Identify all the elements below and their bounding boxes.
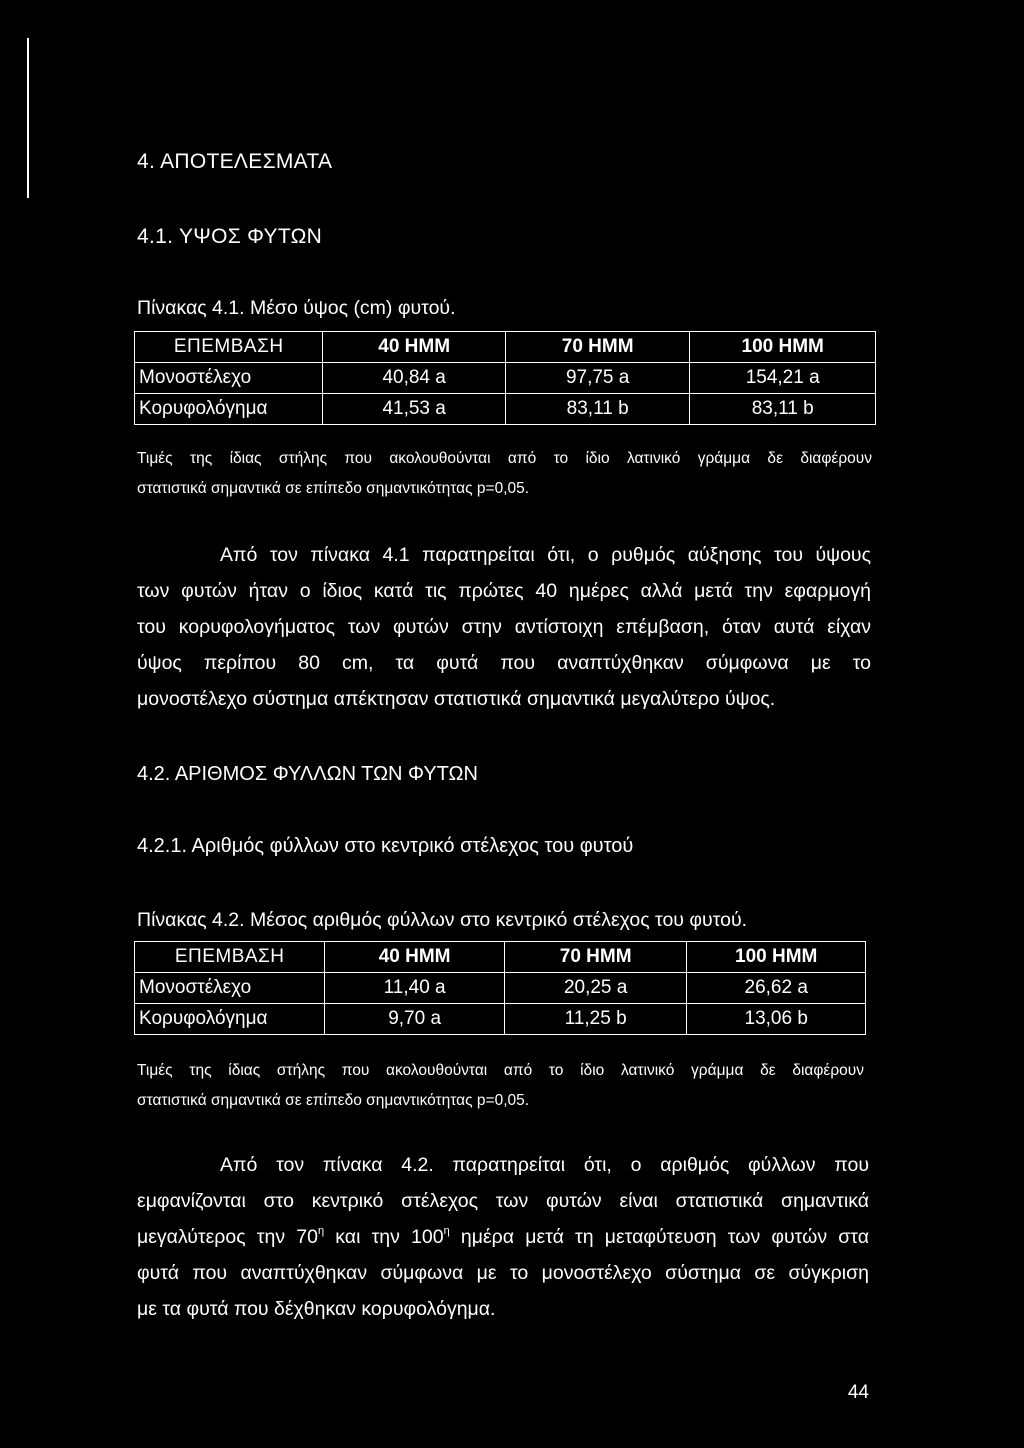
footnote-line: Τιμές της ίδιας στήλης που ακολουθούνται από το ίδιο λατινικό γράμμα δε διαφέρουν xyxy=(137,1062,864,1079)
table-cell: 11,25 b xyxy=(504,1004,687,1035)
table-cell: 83,11 b xyxy=(690,394,876,425)
table-row xyxy=(135,394,876,425)
table2-header-cell: 100 ΗΜΜ xyxy=(687,942,866,973)
table-cell: 13,06 b xyxy=(687,1004,866,1035)
table-cell: 26,62 a xyxy=(687,973,866,1004)
subsection-heading-leaf-count: 4.2. ΑΡΙΘΜΟΣ ΦΥΛΛΩΝ ΤΩΝ ΦΥΤΩΝ xyxy=(137,763,478,785)
footnote-line: στατιστικά σημαντικά σε επίπεδο σημαντικότητας p=0,05. xyxy=(137,480,530,497)
table1-header-cell: ΕΠΕΜΒΑΣΗ xyxy=(135,332,323,363)
ordinal-superscript: η xyxy=(443,1225,450,1237)
paragraph-line: ύψος περίπου 80 cm, τα φυτά που αναπτύχθηκαν σύμφωνα με το xyxy=(137,652,871,674)
paragraph-line-with-ordinals xyxy=(137,1219,869,1255)
paragraph-line: εμφανίζονται στο κεντρικό στέλεχος των φυτών είναι στατιστικά σημαντικά xyxy=(137,1190,869,1212)
text-segment: μεγαλύτερος την 70 xyxy=(137,1226,318,1248)
table-cell: Μονοστέλεχο xyxy=(135,363,323,394)
table-row xyxy=(135,363,876,394)
subsubsection-heading: 4.2.1. Αριθμός φύλλων στο κεντρικό στέλεχος του φυτού xyxy=(137,835,634,857)
table-row xyxy=(135,1004,866,1035)
table-cell: Μονοστέλεχο xyxy=(135,973,325,1004)
footnote-line: στατιστικά σημαντικά σε επίπεδο σημαντικότητας p=0,05. xyxy=(137,1092,530,1109)
table1-header-cell: 100 ΗΜΜ xyxy=(690,332,876,363)
paragraph-line: μονοστέλεχο σύστημα απέκτησαν στατιστικά σημαντικά μεγαλύτερο ύψος. xyxy=(137,688,776,710)
margin-line xyxy=(27,38,29,198)
table-cell: 9,70 a xyxy=(325,1004,505,1035)
footnote-line: Τιμές της ίδιας στήλης που ακολουθούνται από το ίδιο λατινικό γράμμα δε διαφέρουν xyxy=(137,450,872,467)
paragraph-line: Από τον πίνακα 4.2. παρατηρείται ότι, ο αριθμός φύλλων που xyxy=(220,1154,869,1176)
table2-header-row xyxy=(135,942,866,973)
subsection-heading-plant-height: 4.1. ΥΨΟΣ ΦΥΤΩΝ xyxy=(137,225,323,248)
page-number: 44 xyxy=(847,1382,869,1403)
table1-footnote xyxy=(137,444,872,504)
table1-header-cell: 70 ΗΜΜ xyxy=(505,332,689,363)
paragraph-plant-height xyxy=(137,537,871,717)
table-cell: 40,84 a xyxy=(323,363,506,394)
table-cell: 154,21 a xyxy=(690,363,876,394)
text-segment: ημέρα μετά τη μεταφύτευση των φυτών στα xyxy=(449,1226,869,1248)
text-segment: και την 100 xyxy=(324,1226,444,1248)
table1-header-cell: 40 ΗΜΜ xyxy=(323,332,506,363)
table1 xyxy=(134,331,876,425)
table1-caption: Πίνακας 4.1. Μέσο ύψος (cm) φυτού. xyxy=(137,297,456,319)
table2-footnote xyxy=(137,1056,864,1116)
table-cell: Κορυφολόγημα xyxy=(135,394,323,425)
table2 xyxy=(134,941,866,1035)
table-cell: Κορυφολόγημα xyxy=(135,1004,325,1035)
table-cell: 41,53 a xyxy=(323,394,506,425)
table2-header-cell: 40 ΗΜΜ xyxy=(325,942,505,973)
paragraph-line: φυτά που αναπτύχθηκαν σύμφωνα με το μονοστέλεχο σύστημα σε σύγκριση xyxy=(137,1262,869,1284)
table2-header-cell: 70 ΗΜΜ xyxy=(504,942,687,973)
paragraph-line: των φυτών ήταν ο ίδιος κατά τις πρώτες 40 ημέρες αλλά μετά την εφαρμογή xyxy=(137,580,871,602)
paragraph-line: του κορυφολογήματος των φυτών στην αντίστοιχη επέμβαση, όταν αυτά είχαν xyxy=(137,616,871,638)
paragraph-line: Από τον πίνακα 4.1 παρατηρείται ότι, ο ρυθμός αύξησης του ύψους xyxy=(220,544,871,566)
table1-header-row xyxy=(135,332,876,363)
ordinal-superscript: η xyxy=(317,1225,325,1237)
paragraph-line: με τα φυτά που δέχθηκαν κορυφολόγημα. xyxy=(137,1298,496,1320)
section-heading: 4. ΑΠΟΤΕΛΕΣΜΑΤΑ xyxy=(137,150,333,173)
paragraph-leaf-count xyxy=(137,1147,869,1327)
table2-caption: Πίνακας 4.2. Μέσος αριθμός φύλλων στο κεντρικό στέλεχος του φυτού. xyxy=(137,909,748,931)
table2-header-cell: ΕΠΕΜΒΑΣΗ xyxy=(135,942,325,973)
table-cell: 83,11 b xyxy=(505,394,689,425)
table-cell: 11,40 a xyxy=(325,973,505,1004)
table-cell: 20,25 a xyxy=(504,973,687,1004)
table-cell: 97,75 a xyxy=(505,363,689,394)
table-row xyxy=(135,973,866,1004)
